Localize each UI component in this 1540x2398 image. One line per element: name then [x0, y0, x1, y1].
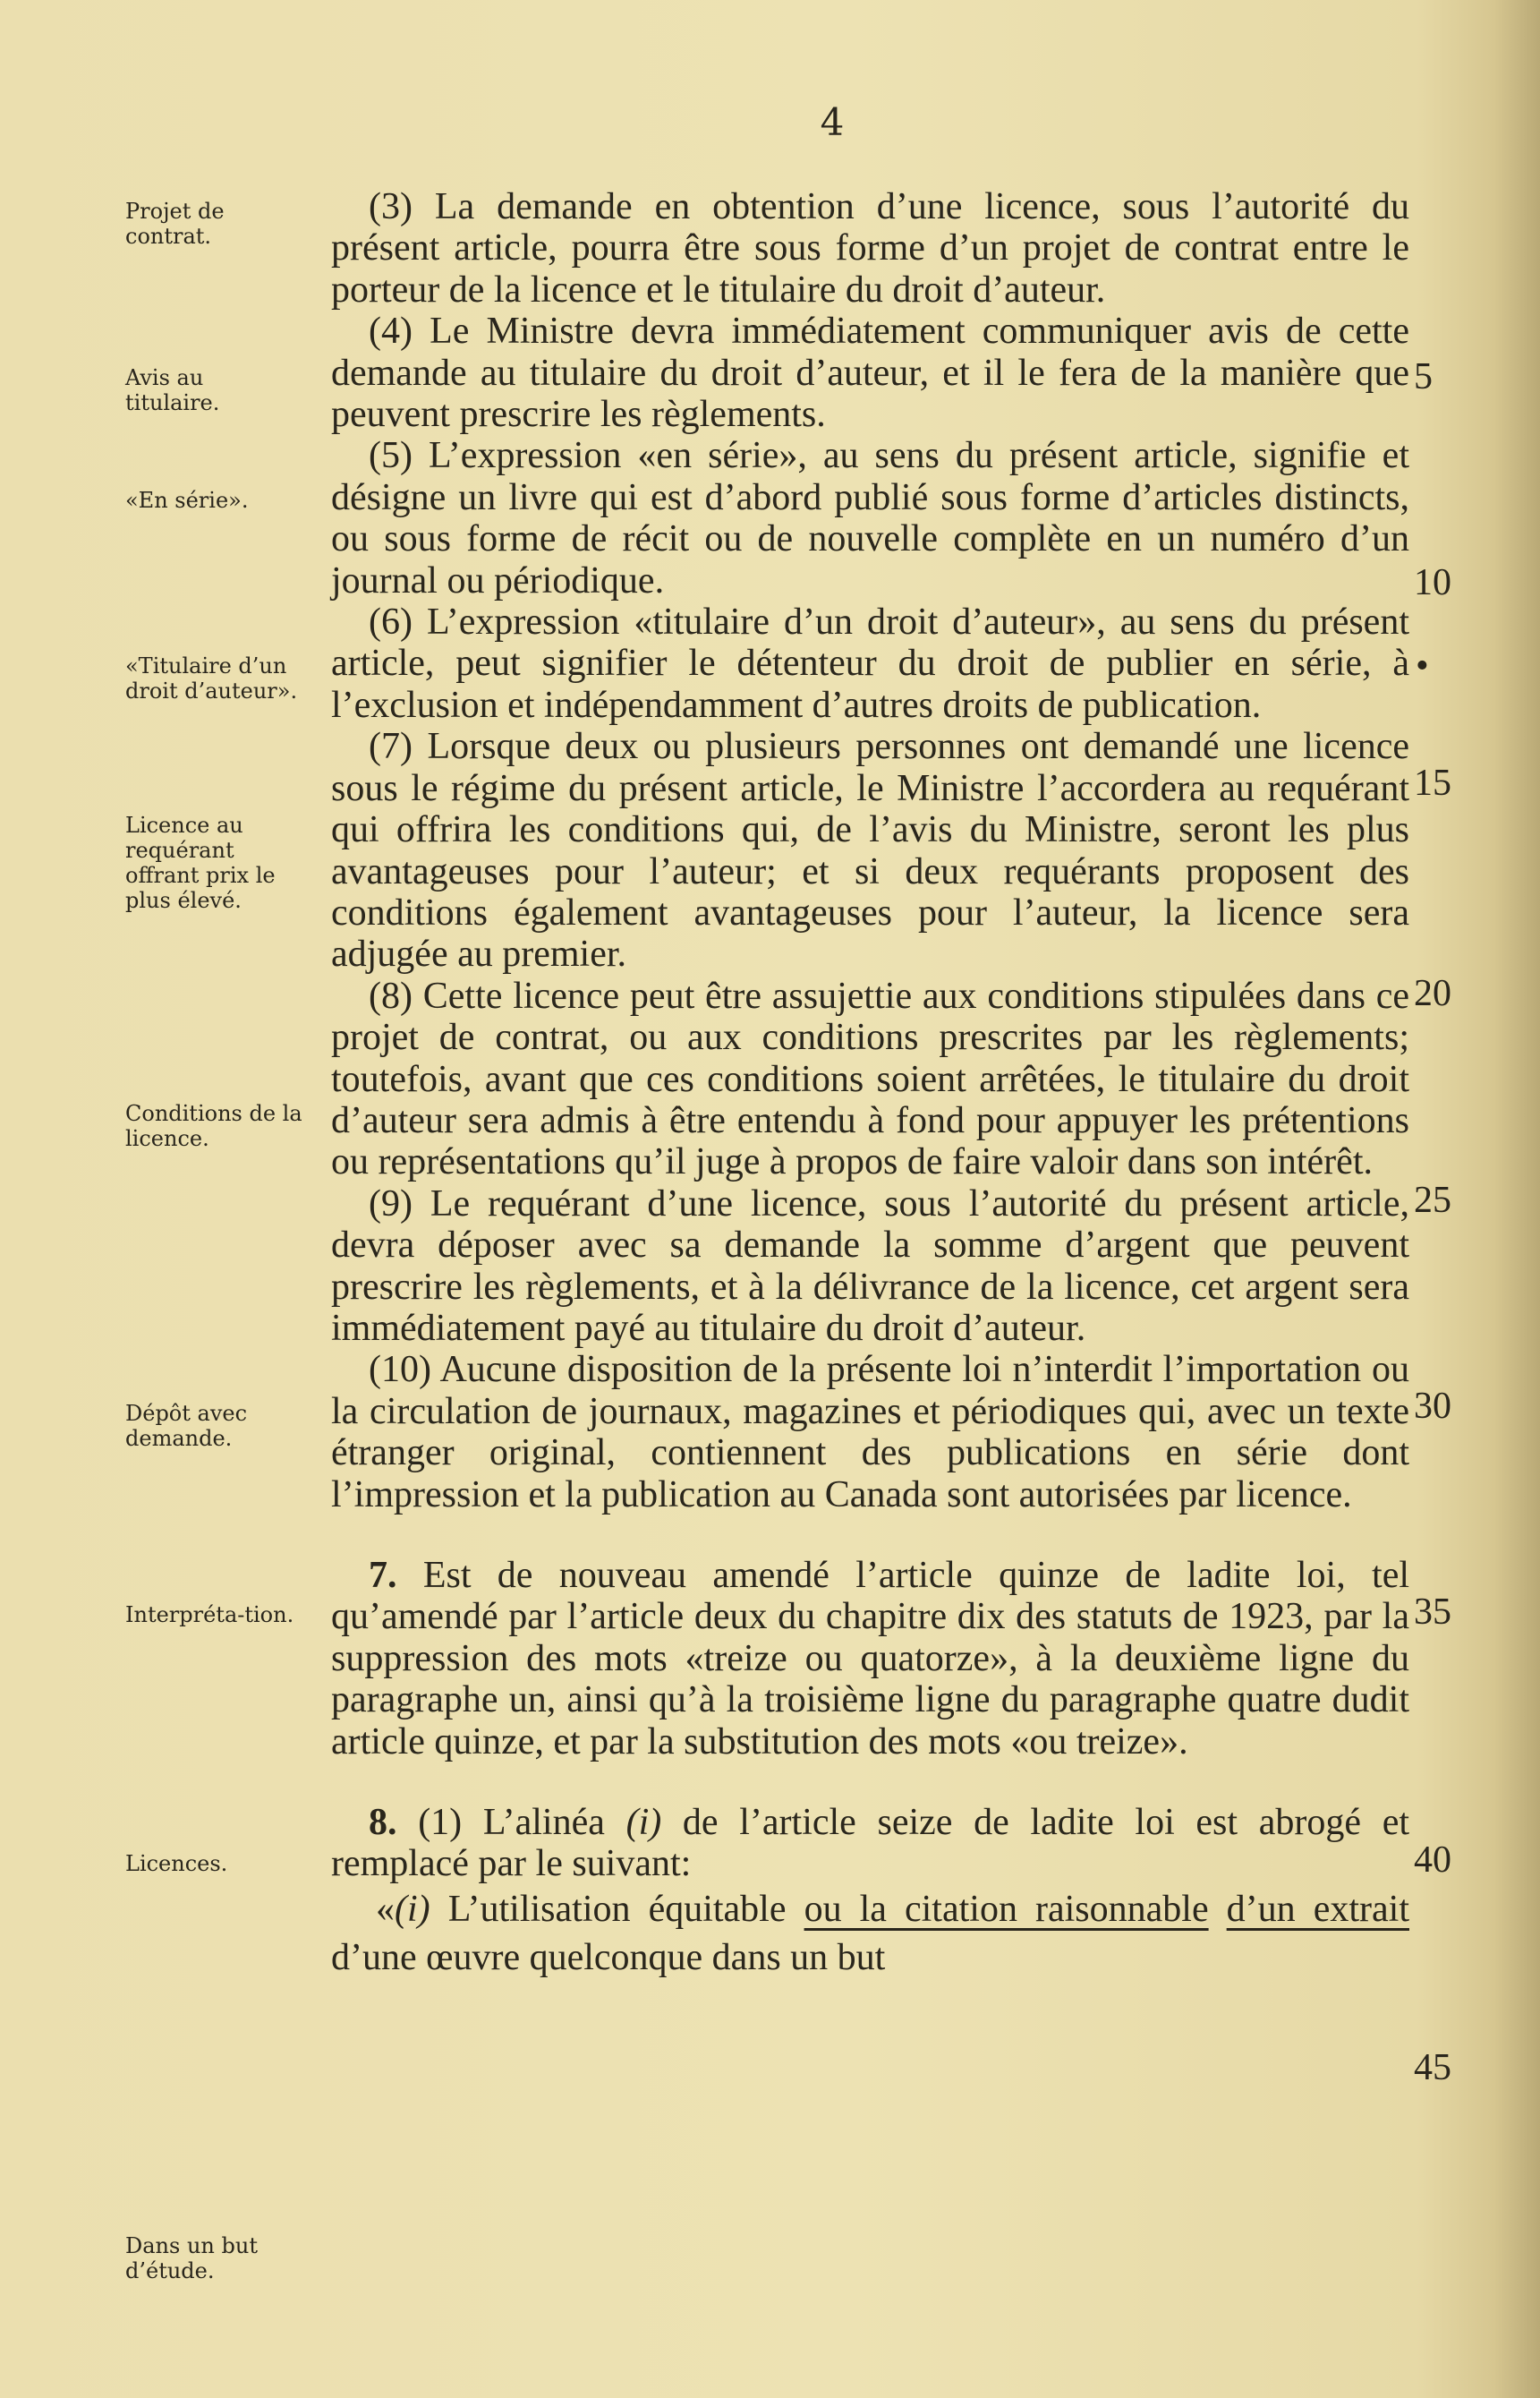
line-number-5: 5	[1414, 356, 1433, 397]
section-8-item: (i)	[625, 1802, 662, 1844]
quote-item: (i)	[395, 1888, 430, 1930]
margin-note-en-serie: «En série».	[125, 488, 249, 513]
section-8-number: 8.	[369, 1802, 397, 1844]
margin-note-licences: Licences.	[125, 1851, 228, 1876]
margin-note-interpretation: Interpréta-tion.	[125, 1602, 294, 1627]
line-number-10: 10	[1414, 562, 1451, 603]
section-8-rest: de l’article seize de ladite loi est abrogé et remplacé par le suivant:	[331, 1802, 1410, 1885]
margin-note-titulaire: «Titulaire d’un droit d’auteur».	[125, 653, 298, 704]
section-7-number: 7.	[369, 1555, 397, 1596]
section-8-lead: (1) L’alinéa	[418, 1802, 605, 1844]
margin-note-avis-au-titulaire: Avis au titulaire.	[125, 365, 220, 415]
paragraph-6: (6) L’expression «titulaire d’un droit d’auteur», au sens du présent article, peut signifier le détenteur du droit de publier en série, à l’exclusion et indépendamment d’autres droits de publication.	[331, 602, 1409, 726]
paragraph-8: (8) Cette licence peut être assujettie aux conditions stipulées dans ce projet de contrat, ou aux conditions prescrites par les règlements; toutefois, avant que ces conditions soient arrêtées, le titulaire du droit d’auteur sera admis à être entendu à fond pour appuyer les prétentions ou représentations qu’il juge à propos de faire valoir dans son intérêt.	[331, 975, 1409, 1183]
margin-note-depot-avec-demande: Dépôt avec demande.	[125, 1401, 248, 1451]
paragraph-4: (4) Le Ministre devra immédiatement communiquer avis de cette demande au titulaire du droit d’auteur, et il le fera de la manière que peuvent prescrire les règlements.	[331, 311, 1409, 436]
line-marker-dot: •	[1416, 645, 1429, 687]
paragraph-5: (5) L’expression «en série», au sens du présent article, signifie et désigne un livre qui est d’abord publié sous forme d’articles distincts, ou sous forme de récit ou de nouvelle complète en un numéro d’un journal ou périodique.	[331, 435, 1409, 602]
line-number-25: 25	[1414, 1180, 1451, 1221]
quoted-amendment	[331, 1885, 1409, 1982]
line-number-30: 30	[1414, 1386, 1451, 1427]
margin-note-projet-de-contrat: Projet de contrat.	[125, 199, 225, 249]
quote-text-b: d’une œuvre quelconque dans un but	[331, 1936, 886, 1978]
quote-underlined-1: ou la citation raisonnable	[804, 1888, 1209, 1930]
section-8	[331, 1802, 1409, 1885]
line-number-40: 40	[1414, 1839, 1451, 1881]
margin-note-licence-au-requerant: Licence au requérant offrant prix le plus élevé.	[125, 813, 276, 913]
line-number-45: 45	[1414, 2047, 1451, 2088]
paragraph-3: (3) La demande en obtention d’une licence, sous l’autorité du présent article, pourra être sous forme d’un projet de contrat entre le porteur de la licence et le titulaire du droit d’auteur.	[331, 186, 1409, 311]
paragraph-7: (7) Lorsque deux ou plusieurs personnes ont demandé une licence sous le régime du présent article, le Ministre l’accordera au requérant qui offrira les conditions qui, de l’avis du Ministre, seront les plus avantageuses pour l’auteur; et si deux requérants proposent des conditions également avantageuses pour l’auteur, la licence sera adjugée au premier.	[331, 726, 1409, 976]
line-number-20: 20	[1414, 973, 1451, 1014]
margin-note-conditions: Conditions de la licence.	[125, 1101, 302, 1151]
paragraph-10: (10) Aucune disposition de la présente loi n’interdit l’importation ou la circulation de journaux, magazines et périodiques qui, avec un texte étranger original, contiennent des publications en série dont l’impression et la publication au Canada sont autorisées par licence.	[331, 1349, 1409, 1515]
section-7-text: Est de nouveau amendé l’article quinze de ladite loi, tel qu’amendé par l’article deux du chapitre dix des statuts de 1923, par la suppression des mots «treize ou quatorze», à la deuxième ligne du paragraphe un, ainsi qu’à la troisième ligne du paragraphe quatre dudit article quinze, et par la substitution des mots «ou treize».	[331, 1555, 1410, 1762]
margin-note-dans-un-but: Dans un but d’étude.	[125, 2233, 258, 2283]
section-7	[331, 1555, 1409, 1762]
line-number-35: 35	[1414, 1592, 1451, 1633]
body-text	[331, 186, 1409, 1982]
quote-underlined-2: d’un extrait	[1226, 1888, 1409, 1930]
page-number: 4	[820, 100, 845, 144]
line-number-15: 15	[1414, 763, 1451, 804]
quote-text-a: L’utilisation équitable	[447, 1888, 787, 1930]
paragraph-9: (9) Le requérant d’une licence, sous l’autorité du présent article, devra déposer avec sa demande la somme d’argent que peuvent prescrire les règlements, et à la délivrance de la licence, cet argent sera immédiatement payé au titulaire du droit d’auteur.	[331, 1182, 1409, 1349]
quote-open: «	[376, 1888, 395, 1930]
